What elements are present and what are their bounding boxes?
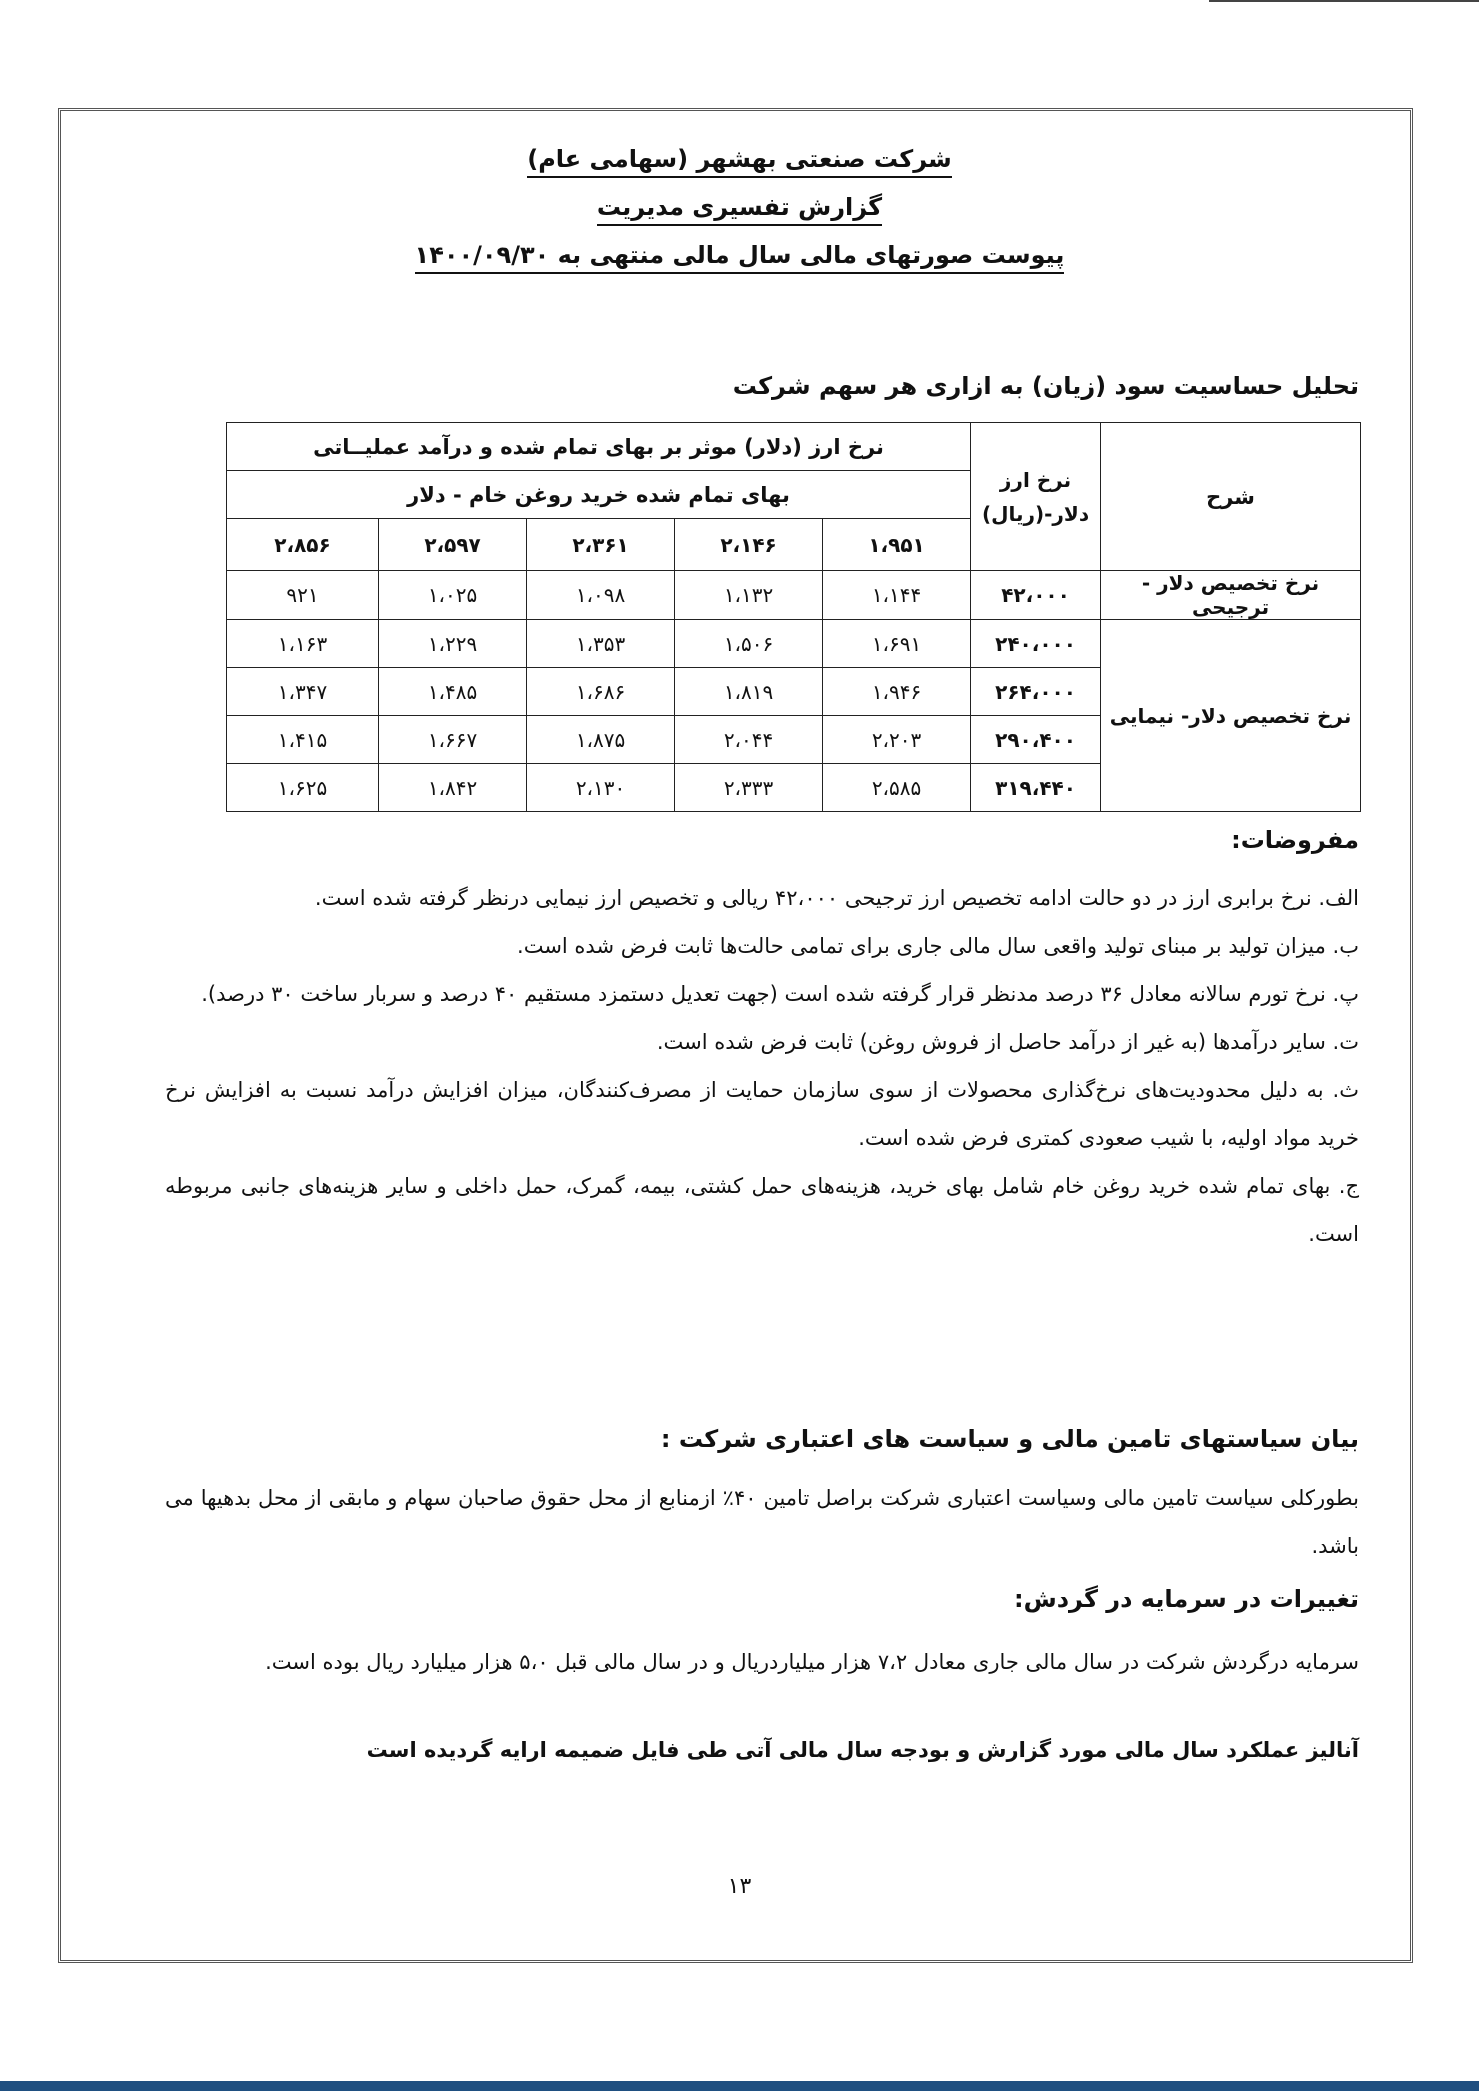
col-description-header: شرح <box>1101 423 1361 571</box>
report-period: پیوست صورتهای مالی سال مالی منتهی به ۱۴۰۰/۰۹/۳۰ <box>415 241 1065 274</box>
company-name: شرکت صنعتی بهشهر (سهامی عام) <box>527 145 952 178</box>
value-cell: ۱،۶۶۷ <box>379 716 527 764</box>
table-row <box>227 620 1361 668</box>
assumptions-title: مفروضات: <box>1231 826 1359 854</box>
value-cell: ۱،۲۲۹ <box>379 620 527 668</box>
value-cell: ۱،۸۷۵ <box>527 716 675 764</box>
rate-cell: ۲۹۰،۴۰۰ <box>971 716 1101 764</box>
row-label-preferential: نرخ تخصیص دلار - ترجیحی <box>1101 571 1361 620</box>
rate-cell: ۴۲،۰۰۰ <box>971 571 1101 620</box>
col-rate-header-line2: دلار-(ریال) <box>981 501 1090 526</box>
closing-note: آنالیز عملکرد سال مالی مورد گزارش و بودجه سال مالی آتی طی فایل ضمیمه ارایه گردیده است <box>366 1738 1359 1762</box>
price-col: ۲،۸۵۶ <box>227 519 379 571</box>
value-cell: ۱،۸۴۲ <box>379 764 527 812</box>
col-rate-header-line1: نرخ ارز <box>999 467 1072 492</box>
price-col: ۲،۵۹۷ <box>379 519 527 571</box>
price-col: ۲،۱۴۶ <box>675 519 823 571</box>
working-capital-text <box>165 1638 1359 1686</box>
assumption-item: الف. نرخ برابری ارز در دو حالت ادامه تخصیص ارز ترجیحی ۴۲،۰۰۰ ریالی و تخصیص ارز نیمایی درنظر گرفته شده است. <box>314 886 1359 910</box>
top-right-rule <box>1209 0 1479 2</box>
assumption-item: ج. بهای تمام شده خرید روغن خام شامل بهای خرید، هزینه‌های حمل کشتی، بیمه، گمرک، حمل داخلی و سایر هزینه‌های جانبی مربوطه است. <box>165 1174 1359 1246</box>
value-cell: ۱،۱۳۲ <box>675 571 823 620</box>
working-capital-paragraph: سرمایه درگردش شرکت در سال مالی جاری معادل ۷،۲ هزار میلیاردریال و در سال مالی قبل ۵،۰ هزار میلیارد ریال بوده است. <box>265 1650 1359 1674</box>
assumption-item: ت. سایر درآمدها (به غیر از درآمد حاصل از فروش روغن) ثابت فرض شده است. <box>656 1030 1359 1054</box>
price-col: ۲،۳۶۱ <box>527 519 675 571</box>
value-cell: ۱،۱۴۴ <box>823 571 971 620</box>
financing-title: بیان سیاستهای تامین مالی و سیاست های اعتباری شرکت : <box>660 1425 1359 1453</box>
value-cell: ۱،۹۴۶ <box>823 668 971 716</box>
group-header: نرخ ارز (دلار) موثر بر بهای تمام شده و درآمد عملیــاتی <box>227 423 971 471</box>
assumption-item: ب. میزان تولید بر مبنای تولید واقعی سال مالی جاری برای تمامی حالت‌ها ثابت فرض شده است. <box>517 934 1359 958</box>
assumption-item: ث. به دلیل محدودیت‌های نرخ‌گذاری محصولات از سوی سازمان حمایت از مصرف‌کنندگان، میزان افزایش درآمد نسبت به افزایش نرخ خرید مواد اولیه، با شیب صعودی کمتری فرض شده است. <box>165 1078 1359 1150</box>
value-cell: ۱،۱۶۳ <box>227 620 379 668</box>
assumption-item: پ. نرخ تورم سالانه معادل ۳۶ درصد مدنظر قرار گرفته شده است (جهت تعدیل دستمزد مستقیم ۴۰ درصد و سربار ساخت ۳۰ درصد). <box>201 982 1359 1006</box>
value-cell: ۱،۶۲۵ <box>227 764 379 812</box>
value-cell: ۱،۰۲۵ <box>379 571 527 620</box>
sub-header: بهای تمام شده خرید روغن خام - دلار <box>227 471 971 519</box>
value-cell: ۱،۳۴۷ <box>227 668 379 716</box>
value-cell: ۲،۳۳۳ <box>675 764 823 812</box>
rate-cell: ۳۱۹،۴۴۰ <box>971 764 1101 812</box>
sensitivity-title: تحلیل حساسیت سود (زیان) به ازاری هر سهم شرکت <box>732 372 1359 400</box>
table-header-row-1 <box>227 423 1361 471</box>
value-cell: ۲،۵۸۵ <box>823 764 971 812</box>
report-title: گزارش تفسیری مدیریت <box>597 193 882 226</box>
table-row <box>227 571 1361 620</box>
rate-cell: ۲۴۰،۰۰۰ <box>971 620 1101 668</box>
value-cell: ۱،۴۸۵ <box>379 668 527 716</box>
rate-cell: ۲۶۴،۰۰۰ <box>971 668 1101 716</box>
row-label-nima: نرخ تخصیص دلار- نیمایی <box>1101 620 1361 812</box>
value-cell: ۱،۵۰۶ <box>675 620 823 668</box>
value-cell: ۲،۰۴۴ <box>675 716 823 764</box>
value-cell: ۱،۶۸۶ <box>527 668 675 716</box>
value-cell: ۱،۴۱۵ <box>227 716 379 764</box>
scan-edge-strip <box>0 2081 1479 2091</box>
page-number: ۱۳ <box>727 1874 752 1899</box>
assumptions-list <box>165 874 1359 1258</box>
value-cell: ۲،۲۰۳ <box>823 716 971 764</box>
financing-text <box>165 1474 1359 1570</box>
value-cell: ۱،۳۵۳ <box>527 620 675 668</box>
col-rate-header <box>971 423 1101 571</box>
value-cell: ۹۲۱ <box>227 571 379 620</box>
value-cell: ۲،۱۳۰ <box>527 764 675 812</box>
value-cell: ۱،۰۹۸ <box>527 571 675 620</box>
financing-paragraph: بطورکلی سیاست تامین مالی وسیاست اعتباری شرکت براصل تامین ۴۰٪ ازمنابع از محل حقوق صاحبان سهام و مابقی از محل بدهیها می باشد. <box>165 1486 1360 1558</box>
report-header <box>0 135 1479 279</box>
value-cell: ۱،۸۱۹ <box>675 668 823 716</box>
sensitivity-table <box>226 422 1361 812</box>
working-capital-title: تغییرات در سرمایه در گردش: <box>1014 1585 1359 1613</box>
value-cell: ۱،۶۹۱ <box>823 620 971 668</box>
price-col: ۱،۹۵۱ <box>823 519 971 571</box>
